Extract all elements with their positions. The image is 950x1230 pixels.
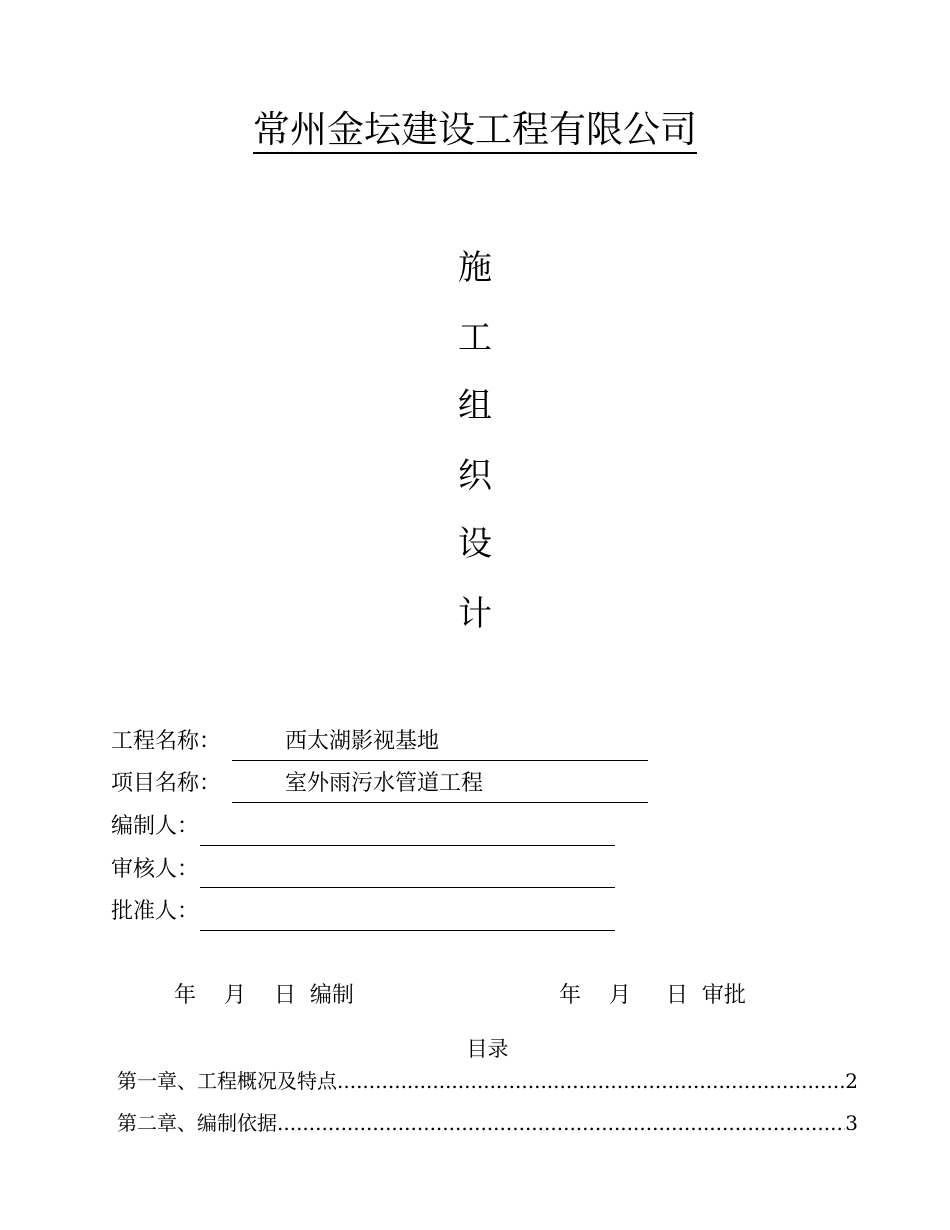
approver-label: 批准人：	[111, 899, 200, 924]
company-name-text: 常州金坛建设工程有限公司	[253, 108, 697, 154]
toc-entry-text: 第二章、编制依据	[117, 1111, 277, 1135]
toc-entry-text: 第一章、工程概况及特点	[117, 1069, 337, 1093]
doc-title-char-6: 计	[458, 594, 492, 634]
compile-date: 年 月 日 编制	[174, 983, 354, 1008]
toc-leader-dots	[337, 1068, 845, 1094]
doc-title-char-5: 设	[458, 524, 492, 564]
item-name-value: 室外雨污水管道工程	[285, 771, 484, 796]
compiler-label: 编制人：	[111, 814, 200, 839]
toc-entry-page: 3	[845, 1111, 858, 1135]
doc-title-char-2: 工	[458, 318, 492, 358]
approver-underline	[200, 930, 615, 931]
reviewer-underline	[200, 887, 615, 888]
toc-entry[interactable]	[117, 1068, 858, 1094]
item-name-underline	[232, 802, 648, 803]
toc-leader-dots	[277, 1110, 845, 1136]
item-name-label: 项目名称：	[111, 771, 222, 796]
doc-title-char-3: 组	[458, 386, 492, 426]
approve-date: 年 月 日 审批	[559, 983, 746, 1008]
project-name-label: 工程名称：	[111, 729, 222, 754]
toc-entry[interactable]	[117, 1110, 858, 1136]
doc-title-char-4: 织	[458, 456, 492, 496]
project-name-value: 西太湖影视基地	[285, 729, 440, 754]
company-name	[0, 106, 950, 154]
compiler-underline	[200, 845, 615, 846]
doc-title-char-1: 施	[458, 248, 492, 288]
toc-entry-page: 2	[845, 1069, 858, 1093]
reviewer-label: 审核人：	[111, 857, 200, 882]
project-name-underline	[232, 760, 648, 761]
toc-title: 目录	[466, 1037, 509, 1061]
